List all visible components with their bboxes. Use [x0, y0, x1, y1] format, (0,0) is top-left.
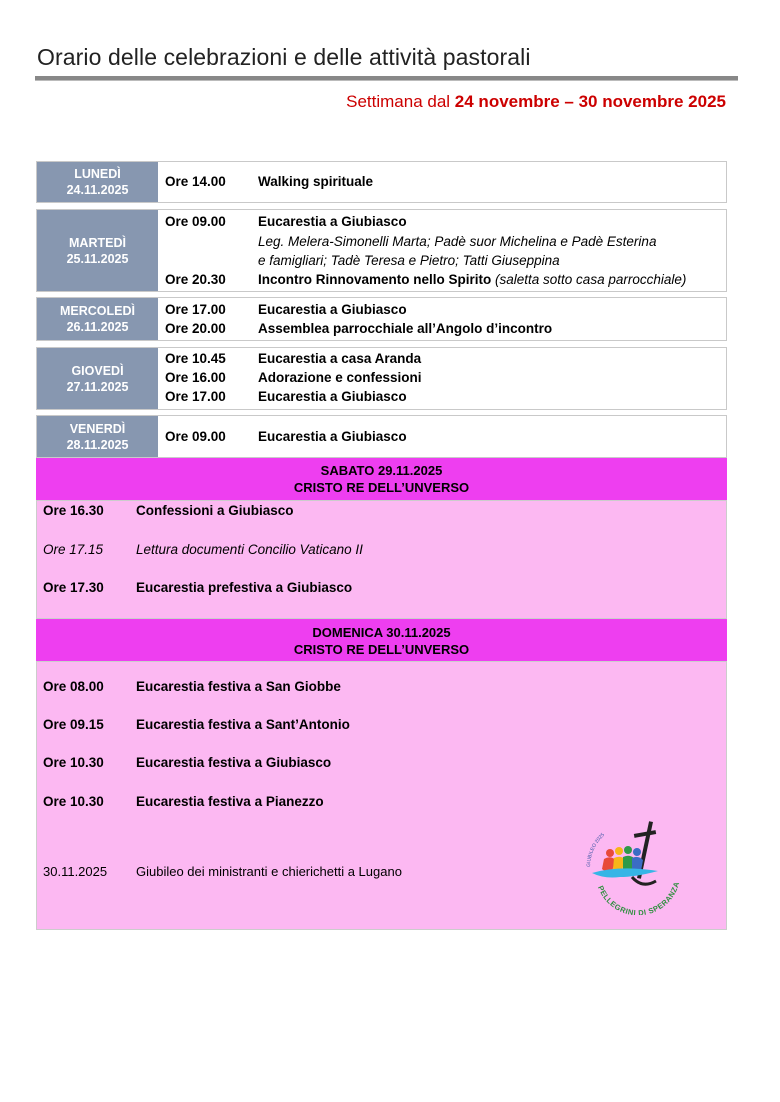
day-label	[37, 416, 158, 457]
week-dates: 24 novembre – 30 novembre 2025	[454, 92, 726, 111]
schedule-row	[43, 503, 294, 518]
event-title: Giubileo dei ministranti e chierichetti a Lugano	[136, 864, 402, 879]
saturday-heading: SABATO 29.11.2025	[320, 463, 443, 478]
pilgrims-icon	[592, 846, 658, 878]
day-block-friday	[36, 415, 727, 458]
schedule-row	[43, 542, 363, 557]
day-block-thursday	[36, 347, 727, 410]
saturday-header	[36, 458, 727, 500]
event-title: Confessioni a Giubiasco	[136, 503, 294, 518]
schedule-row	[165, 173, 373, 191]
event-title: Assemblea parrocchiale all’Angolo d’incontro	[258, 321, 553, 336]
event-title: Eucarestia a Giubiasco	[258, 429, 407, 444]
event-time: Ore 09.00	[165, 429, 226, 444]
week-prefix: Settimana dal	[346, 92, 455, 111]
sunday-heading: DOMENICA 30.11.2025	[312, 625, 451, 640]
schedule-row	[165, 428, 407, 446]
event-time: Ore 09.15	[43, 717, 104, 732]
schedule-row	[165, 213, 407, 231]
day-date: 26.11.2025	[66, 320, 129, 334]
schedule-row	[43, 755, 331, 770]
event-time: Ore 17.00	[165, 389, 226, 404]
sunday-subheading: CRISTO RE DELL’UNVERSO	[293, 642, 470, 657]
day-label	[37, 298, 158, 340]
event-detail: (saletta sotto casa parrocchiale)	[491, 272, 687, 287]
event-time: Ore 08.00	[43, 679, 104, 694]
event-title: Eucarestia festiva a Giubiasco	[136, 755, 332, 770]
schedule-row	[43, 794, 324, 809]
event-time: Ore 10.45	[165, 351, 226, 366]
schedule-row	[43, 679, 341, 694]
day-name: VENERDÌ	[69, 421, 126, 436]
day-date: 27.11.2025	[66, 379, 129, 394]
event-title: Eucarestia a Giubiasco	[258, 389, 407, 404]
event-time: Ore 20.00	[165, 321, 226, 336]
day-label	[37, 162, 158, 202]
day-name: MARTEDÌ	[69, 235, 126, 250]
day-label	[37, 348, 158, 409]
day-name: LUNEDÌ	[74, 167, 121, 181]
saturday-subheading: CRISTO RE DELL’UNVERSO	[293, 480, 470, 495]
page-title: Orario delle celebrazioni e delle attività pastorali	[37, 44, 531, 70]
day-date: 28.11.2025	[66, 437, 129, 452]
day-date: 25.11.2025	[66, 251, 129, 266]
day-name: GIOVEDÌ	[71, 363, 124, 378]
schedule-row	[165, 388, 407, 406]
event-note: e famigliari; Tadè Teresa e Pietro; Tatti Giuseppina	[258, 253, 560, 268]
event-title: Eucarestia a Giubiasco	[258, 214, 407, 229]
event-title: Eucarestia festiva a Pianezzo	[136, 794, 324, 809]
event-time: Ore 10.30	[43, 755, 104, 770]
schedule-row	[165, 369, 422, 387]
event-title: Adorazione e confessioni	[258, 370, 422, 385]
day-block-tuesday	[36, 209, 727, 292]
week-range	[346, 92, 726, 112]
event-time: Ore 10.30	[43, 794, 104, 809]
schedule-row	[165, 350, 421, 368]
event-title: Walking spirituale	[258, 174, 374, 189]
schedule-row	[43, 580, 352, 595]
schedule-row	[43, 717, 350, 732]
event-title: Eucarestia festiva a Sant’Antonio	[136, 717, 350, 732]
event-time: Ore 14.00	[165, 174, 226, 189]
schedule-row	[165, 320, 552, 338]
schedule-row	[165, 301, 407, 319]
event-time: Ore 17.30	[43, 580, 104, 595]
jubilee-logo	[580, 815, 685, 915]
day-name: MERCOLEDÌ	[60, 304, 135, 318]
event-title: Lettura documenti Concilio Vaticano II	[136, 542, 363, 557]
event-time: Ore 16.30	[43, 503, 104, 518]
event-time: Ore 16.00	[165, 370, 226, 385]
title-rule-thin	[35, 80, 738, 81]
event-time: Ore 17.00	[165, 302, 226, 317]
event-title: Eucarestia prefestiva a Giubiasco	[136, 580, 353, 595]
event-title: Eucarestia festiva a San Giobbe	[136, 679, 341, 694]
event-time: Ore 20.30	[165, 272, 226, 287]
event-title: Eucarestia a casa Aranda	[258, 351, 422, 366]
schedule-row	[165, 271, 686, 289]
schedule-row	[43, 864, 402, 879]
day-label	[37, 210, 158, 291]
event-date: 30.11.2025	[43, 864, 108, 879]
sunday-header	[36, 619, 727, 661]
day-block-wednesday	[36, 297, 727, 341]
day-date: 24.11.2025	[66, 183, 129, 197]
event-note: Leg. Melera-Simonelli Marta; Padè suor Michelina e Padè Esterina	[258, 234, 657, 249]
event-time: Ore 17.15	[43, 542, 104, 557]
event-title: Incontro Rinnovamento nello Spirito	[258, 272, 492, 287]
day-block-monday	[36, 161, 727, 203]
event-title: Eucarestia a Giubiasco	[258, 302, 407, 317]
logo-bottom-text: PELLEGRINI DI SPERANZA	[596, 880, 682, 915]
event-time: Ore 09.00	[165, 214, 226, 229]
logo-top-text: GIUBILEO 2025	[585, 832, 606, 868]
